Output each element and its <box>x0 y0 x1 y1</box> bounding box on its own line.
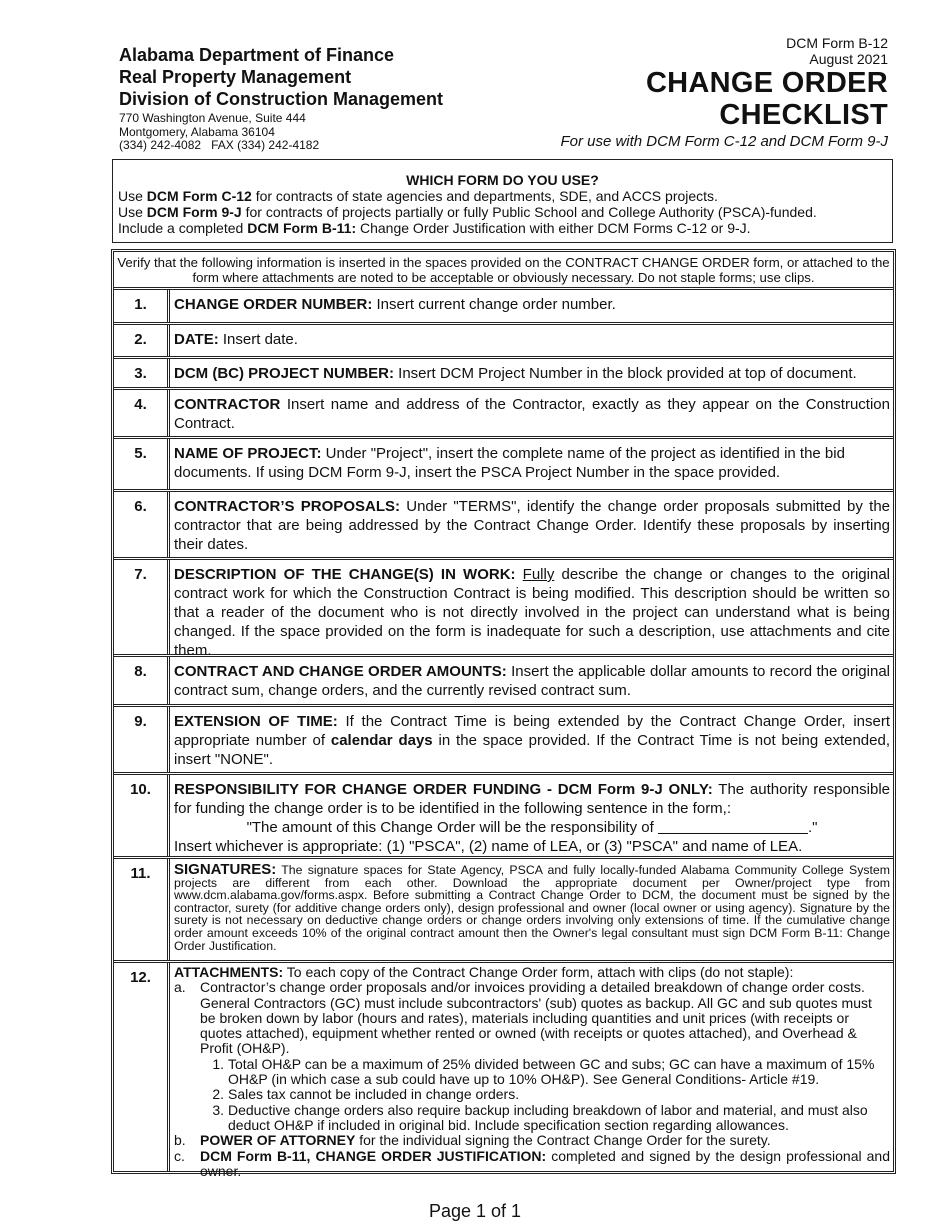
item-number: 6. <box>114 492 170 557</box>
item-body: Insert date. <box>218 331 298 348</box>
item-body: The signature spaces for State Agency, PSCA and fully locally-funded Alabama Community College System projects are different from each other. Download the appropriate document per Owner/project type from www.dcm.alabama.gov/forms.aspx. Before submitting a Contract Change Order to DCM, the document must be signed by the contractor, surety (for additive change orders only), design professional and owner (local owner or using agency). Signature by the surety is not necessary on deductive change orders or change orders involving only extensions of time. If the cumulative change order amount exceeds 10% of the original contract amount then the Owner's legal consultant must sign DCM Form B-11: Change Order Justification. <box>174 863 890 953</box>
list-marker: 1. <box>212 1055 224 1072</box>
item-body: To each copy of the Contract Change Order form, attach with clips (do not staple): <box>283 964 794 980</box>
text: Include a completed <box>118 220 248 236</box>
form-b11-ref: DCM Form B-11: <box>247 220 357 236</box>
agency-header <box>119 44 443 153</box>
item-text <box>170 390 893 436</box>
attachment-subitem-2 <box>174 1087 890 1102</box>
which-form-line-2 <box>118 204 887 220</box>
item-emphasis: Fully <box>522 566 555 583</box>
item-number: 5. <box>114 439 170 489</box>
which-form-title: WHICH FORM DO YOU USE? <box>406 172 599 188</box>
checklist-row-3 <box>114 359 893 390</box>
item-number: 1. <box>114 290 170 322</box>
item-emphasis: DCM Form B-11, CHANGE ORDER JUSTIFICATION: <box>200 1147 547 1164</box>
item-body: Under "TERMS", identify the change order proposals submitted by the contractor that are being addressed by the Contract Change Order. Identify these proposals by inserting their dates. <box>174 498 890 553</box>
text: Use <box>118 204 147 220</box>
item-text <box>170 657 893 704</box>
item-text <box>170 560 893 659</box>
item-number: 7. <box>114 560 170 654</box>
form-date: August 2021 <box>809 51 888 67</box>
item-body: describe the change or changes to the original contract work for which the Construction Contract is being modified. This description should be written so that a reader of the document who is not directly involved in the project can understand what is being changed. If the space provided on the form is inadequate for such a description, use attachments and cite them. <box>174 566 890 659</box>
item-label: NAME OF PROJECT: <box>174 445 322 462</box>
fill-in-blank <box>658 819 808 834</box>
form-number: DCM Form B-12 <box>786 35 888 51</box>
item-label: CONTRACTOR <box>174 396 281 413</box>
list-marker: 2. <box>212 1086 224 1103</box>
checklist-row-5 <box>114 439 893 492</box>
item-number: 2. <box>114 325 170 356</box>
list-text: Deductive change orders also require backup including breakdown of labor and material, and must also deduct OH&P if included in original bid. Include specification section regarding allowances. <box>228 1101 868 1133</box>
attachment-item-b <box>174 1133 890 1148</box>
item-body: Under "Project", insert the complete name of the project as identified in the bid documents. If using DCM Form 9-J, insert the PSCA Project Number in the space provided. <box>174 445 845 481</box>
org-name-3: Division of Construction Management <box>119 89 444 109</box>
text: for contracts of projects partially or fully Public School and College Authority (PSCA)-funded. <box>241 204 817 220</box>
item-intro <box>174 780 890 818</box>
item-intro <box>174 965 890 980</box>
item-emphasis: POWER OF ATTORNEY <box>200 1132 356 1149</box>
checklist-row-11 <box>114 859 893 963</box>
item-label: DCM (BC) PROJECT NUMBER: <box>174 365 394 382</box>
which-form-line-3 <box>118 220 887 236</box>
address-line-1: 770 Washington Avenue, Suite 444 <box>119 111 306 125</box>
text: for contracts of state agencies and departments, SDE, and ACCS projects. <box>251 188 718 204</box>
checklist-row-4 <box>114 390 893 439</box>
phone-fax-line: (334) 242-4082 FAX (334) 242-4182 <box>119 138 320 152</box>
form-title-block <box>560 35 888 151</box>
item-text <box>170 859 893 960</box>
checklist-row-1 <box>114 290 893 325</box>
item-body: The authority responsible for funding the change order is to be identified in the following sentence in the form,: <box>174 781 890 817</box>
form-c12-ref: DCM Form C-12 <box>146 188 252 204</box>
item-body: Insert the applicable dollar amounts to record the original contract sum, change orders, and the currently revised contract sum. <box>174 663 890 699</box>
item-body: completed and signed by the design professional and owner. <box>200 1147 890 1179</box>
item-text <box>170 707 893 772</box>
item-text <box>170 439 893 489</box>
list-text: Sales tax cannot be included in change orders. <box>228 1086 520 1103</box>
attachment-subitem-3 <box>174 1103 890 1134</box>
quote-text: "The amount of this Change Order will be the responsibility of <box>246 819 658 836</box>
item-body: Insert current change order number. <box>372 296 616 313</box>
list-marker: b. <box>174 1132 186 1149</box>
item-number: 4. <box>114 390 170 436</box>
item-text <box>170 359 893 387</box>
item-number: 10. <box>114 775 170 856</box>
checklist-row-8 <box>114 657 893 707</box>
item-label: CHANGE ORDER NUMBER: <box>174 296 373 313</box>
item-label: SIGNATURES: <box>174 861 277 878</box>
item-label: ATTACHMENTS: <box>174 964 284 980</box>
list-marker: a. <box>174 979 186 996</box>
address-line-2: Montgomery, Alabama 36104 <box>119 124 275 139</box>
list-text: Contractor’s change order proposals and/or invoices providing a detailed breakdown of change order costs. General Contractors (GC) must include subcontractors' (sub) quotes as backup. All GC and sub quotes must be broken down by labor (hours and rates), materials including quantities and unit prices (with receipts or quotes attached), equipment whether rented or owned (with receipts or quotes attached), and Overhead & Profit (OH&P). <box>200 979 872 1057</box>
item-number: 11. <box>114 859 170 960</box>
item-quote <box>174 818 890 837</box>
checklist-row-2 <box>114 325 893 359</box>
form-9j-ref: DCM Form 9-J <box>146 204 242 220</box>
page-title-line-2: CHECKLIST <box>719 99 888 131</box>
list-marker: c. <box>174 1147 185 1164</box>
checklist-row-7 <box>114 560 893 657</box>
item-number: 3. <box>114 359 170 387</box>
attachment-item-a <box>174 980 890 1056</box>
item-label: DESCRIPTION OF THE CHANGE(S) IN WORK: <box>174 566 516 583</box>
text: Use <box>118 188 147 204</box>
item-text <box>170 963 893 1179</box>
address-block <box>119 112 443 153</box>
item-instruction: Insert whichever is appropriate: (1) "PSCA", (2) name of LEA, or (3) "PSCA" and name of LEA. <box>174 838 803 855</box>
item-number: 9. <box>114 707 170 772</box>
checklist-row-12 <box>114 963 893 1179</box>
attachment-item-c <box>174 1149 890 1180</box>
item-label: CONTRACTOR’S PROPOSALS: <box>174 498 400 515</box>
item-label: DATE: <box>174 331 219 348</box>
item-text <box>170 775 893 856</box>
which-form-line-1 <box>118 188 887 204</box>
text: Change Order Justification with either DCM Forms C-12 or 9-J. <box>356 220 751 236</box>
list-text <box>200 1149 890 1180</box>
item-label: CONTRACT AND CHANGE ORDER AMOUNTS: <box>174 663 507 680</box>
item-body: Insert name and address of the Contractor, exactly as they appear on the Construction Contract. <box>174 396 890 432</box>
item-text <box>170 492 893 557</box>
verify-instructions: Verify that the following information is inserted in the spaces provided on the CONTRACT CHANGE ORDER form, or attached to the form where attachments are noted to be acceptable or obviously necessary. Do not staple forms; use clips. <box>114 252 893 290</box>
attachment-subitem-1 <box>174 1057 890 1088</box>
item-label: EXTENSION OF TIME: <box>174 713 338 730</box>
checklist-row-10 <box>114 775 893 859</box>
list-text: Total OH&P can be a maximum of 25% divided between GC and subs; GC can have a maximum of 15% OH&P (in which case a sub could have up to 10% OH&P). See General Conditions- Article #19. <box>228 1055 875 1088</box>
item-label: RESPONSIBILITY FOR CHANGE ORDER FUNDING - DCM Form 9-J ONLY: <box>174 781 713 798</box>
item-body: in the space provided. If the Contract Time is not being extended, insert "NONE". <box>174 732 890 768</box>
org-name-2: Real Property Management <box>119 67 352 87</box>
checklist-row-6 <box>114 492 893 560</box>
quote-end: ." <box>807 819 818 836</box>
item-body: for the individual signing the Contract Change Order for the surety. <box>355 1132 771 1149</box>
page-subtitle: For use with DCM Form C-12 and DCM Form 9-J <box>560 133 888 150</box>
item-emphasis: calendar days <box>330 732 433 749</box>
item-text <box>170 290 893 322</box>
item-body: If the Contract Time is being extended by the Contract Change Order, insert appropriate number of <box>174 713 890 749</box>
item-number: 12. <box>114 963 170 1171</box>
item-body: Insert DCM Project Number in the block provided at top of document. <box>394 365 857 382</box>
list-marker: 3. <box>212 1101 224 1118</box>
which-form-box <box>112 159 893 243</box>
checklist-row-9 <box>114 707 893 775</box>
checklist-table <box>111 249 896 1179</box>
list-text <box>200 1133 890 1148</box>
page-title-line-1: CHANGE ORDER <box>645 67 888 99</box>
item-text <box>170 325 893 356</box>
item-number: 8. <box>114 657 170 704</box>
org-name-1: Alabama Department of Finance <box>119 45 395 65</box>
page-number: Page 1 of 1 <box>428 1201 522 1221</box>
